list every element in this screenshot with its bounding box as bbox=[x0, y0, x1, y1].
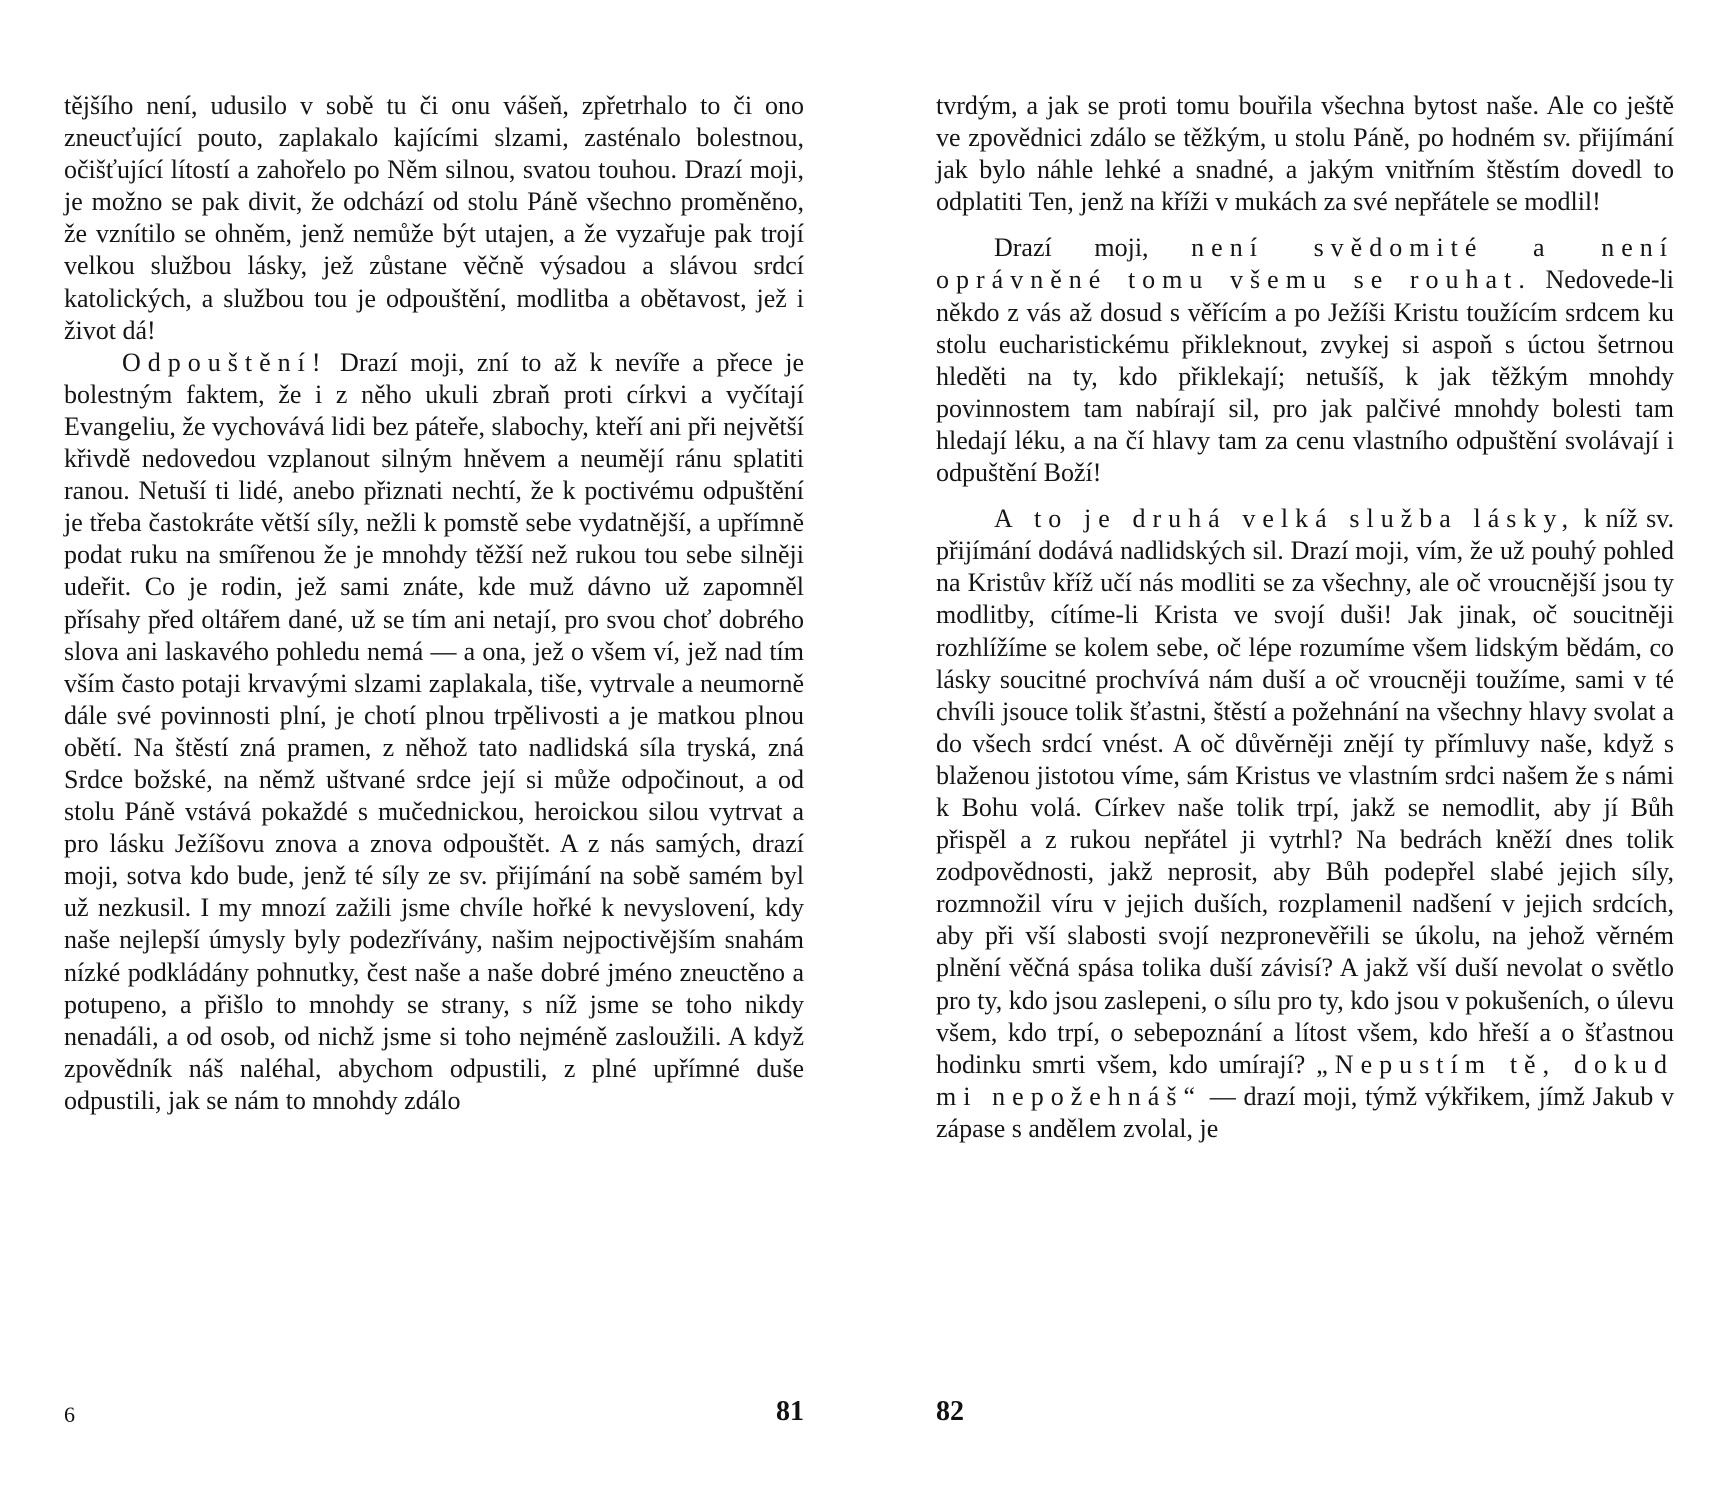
spaced-emphasis: není svědomité a není oprávněné tomu všemu se rouhat. bbox=[936, 233, 1674, 295]
text-span: — drazí moji, týmž výkřikem, jímž Jakub v zápase s andělem zvolal, je bbox=[936, 1081, 1674, 1143]
text-span: Drazí moji, zní to až k nevíře a přece je bolestným faktem, že i z něho ukuli zbraň proti církvi a vyčítají Evangeliu, že vychovává lidi bez páteře, slabochy, kteří ani při největší křivdě nedovedou vzplanout silným hněvem a neumějí ránu splatiti ranou. Netuší ti lidé, anebo přiznati nechtí, že k poctivému odpuštění je třeba častokráte větší síly, nežli k pomstě sebe vydatnější, a upřímně podat ruku na smířenou že je mnohdy těžší než rukou tou sebe silněji udeřit. Co je rodin, jež sami znáte, kde muž dávno už zapomněl přísahy před oltářem dané, už se tím ani netají, pro svou choť dobrého slova ani laskavého pohledu nemá — a ona, jež o všem ví, jež nad tím vším často potaji krvavými slzami zaplakala, tiše, vytrvale a neumorně dále své povinnosti plní, je chotí plnou trpělivosti a je matkou plnou obětí. Na štěstí zná pramen, z něhož tato nadlidská síla tryská, zná Srdce božské, na němž uštvané srdce její si může odpočinout, a od stolu Páně vstává pokaždé s mučednickou, heroickou silou vytrvat a pro lásku Ježíšovu znova a znova odpouštět. A z nás samých, drazí moji, sotva kdo bude, jenž té síly ze sv. přijímání na sobě samém byl už nezkusil. I my mnozí zažili jsme chvíle hořké k nevyslovení, kdy naše nejlepší úmysly byly podezřívány, našim nejpoctivějším snahám nízké podkládány pohnutky, čest naše a naše dobré jméno zneuctěno a potupeno, a přišlo to mnohdy se strany, s níž jsme se toho nikdy nenadáli, a od osob, od nichž jsme si toho nejméně zasloužili. A když zpovědník náš naléhal, abychom odpustili, z plné upřímné duše odpustili, jak se nám to mnohdy zdálo bbox=[64, 347, 804, 1115]
text-span: k níž sv. přijímání dodává nadlidských sil. Drazí moji, vím, že už pouhý pohled na Kristův kříž učí nás modliti se za všechny, ale oč vroucnější jsou ty modlitby, cítíme-li Krista ve svojí duši! Jak jinak, oč soucitněji rozhlížíme se kolem sebe, oč lépe rozumíme všem lidským bědám, co lásky soucitné prochvívá nám duší a oč vroucněji toužíme, sami v té chvíli jsouce tolik šťastni, štěstí a požehnání na všechny hlavy svolat a do všech srdcí vnést. A oč důvěrněji znějí ty přímluvy naše, když s blaženou jistotou víme, sám Kristus ve vlastním srdci našem že s námi k Bohu volá. Církev naše tolik trpí, jakž se nemodlit, aby jí Bůh přispěl a z rukou nepřátel ji vytrhl? Na bedrách kněží dnes tolik zodpovědnosti, jakž neprosit, aby Bůh podepřel slabé jejich síly, rozmnožil víru v jejich duších, rozplamenil nadšení v jejich srdcích, aby při vší slabosti svojí nezpronevěřili se úkolu, na jehož věrném plnění věčná spása tolika duší závisí? A jakž vší duší nevolat o světlo pro ty, kdo jsou zaslepeni, o sílu pro ty, kdo jsou v pokušeních, o úlevu všem, kdo trpí, o sebepoznání a lítost všem, kdo hřeší a o šťastnou hodinku smrti všem, kdo umírají? bbox=[936, 504, 1674, 1079]
text-span: tvrdým, a jak se proti tomu bouřila všechna bytost naše. Ale co ještě ve zpovědnici zdálo se těžkým, u stolu Páně, po hodném sv. přijímání jak bylo náhle lehké a snadné, a jakým vnitřním štěstím dovedl to odplatiti Ten, jenž na kříži v mukách za své nepřátele se modlil! bbox=[936, 91, 1674, 217]
paragraph bbox=[936, 90, 1674, 218]
page-number: 81 bbox=[776, 1396, 804, 1427]
paragraph bbox=[64, 347, 804, 1117]
text-span: tějšího není, udusilo v sobě tu či onu vášeň, zpřetrhalo to či ono zneucťující pouto, zaplakalo kajícími slzami, zasténalo bolestnou, očišťující lítostí a zahořelo po Něm silnou, svatou touhou. Drazí moji, je možno se pak divit, že odchází od stolu Páně všechno proměněno, že vznítilo se ohněm, jenž nemůže být utajen, a že vyzařuje pak trojí velkou službou lásky, jež zůstane věčně výsadou a slávou srdcí katolických, a službou tou je odpouštění, modlitba a obětavost, jež i život dá! bbox=[64, 91, 804, 345]
page-number: 82 bbox=[936, 1396, 964, 1427]
paragraph bbox=[936, 503, 1674, 1145]
right-page-text bbox=[936, 90, 1674, 1145]
text-span: Drazí moji, bbox=[994, 233, 1192, 263]
spaced-quote: „Nepustím tě, dokud mi nepožehnáš“ bbox=[936, 1049, 1675, 1111]
paragraph bbox=[64, 90, 804, 347]
text-span: Nedovede-li někdo z vás až dosud s věřícím a po Ježíši Kristu toužícím srdcem ku stolu eucharistickému přikleknout, zvykej si aspoň s úctou šetrnou hleděti na ty, kdo přiklekají; netušíš, k jak těžkým mnohdy povinnostem tam nabírají sil, pro jak palčivé mnohdy bolesti tam hledají léku, a na čí hlavy tam za cenu vlastního odpuštění svolávají i odpuštění Boží! bbox=[936, 265, 1674, 488]
spaced-emphasis: A to je druhá velká služba lásky, bbox=[994, 504, 1576, 534]
paragraph bbox=[936, 232, 1674, 489]
left-page-text bbox=[64, 90, 804, 1117]
signature-mark: 6 bbox=[64, 1402, 75, 1427]
right-page bbox=[866, 0, 1732, 1500]
spaced-heading-word: Odpouštění! bbox=[122, 347, 328, 377]
